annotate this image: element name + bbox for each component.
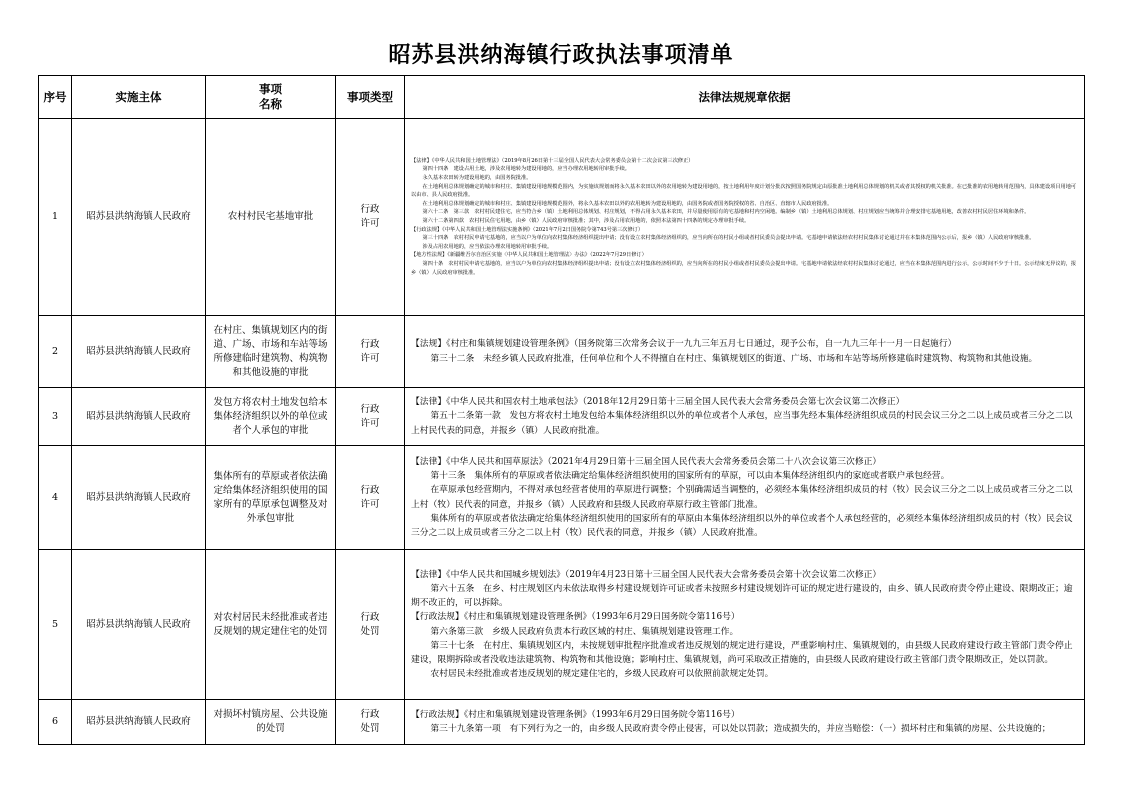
row-subject: 昭苏县洪纳海镇人民政府 (72, 119, 206, 316)
row-seq: 2 (39, 316, 72, 388)
header-seq: 序号 (39, 76, 72, 119)
row-legal-basis (405, 388, 1085, 446)
row-subject: 昭苏县洪纳海镇人民政府 (72, 550, 206, 700)
row-item-type: 行政 处罚 (336, 550, 405, 700)
row-legal-basis (405, 700, 1085, 745)
row-item-name: 在村庄、集镇规划区内的街道、广场、市场和车站等场所修建临时建筑物、构筑物和其他设施的审批 (206, 316, 336, 388)
legal-basis-paragraph: 第六条第三款 乡级人民政府负责本行政区域的村庄、集镇规划建设管理工作。 (430, 626, 739, 637)
legal-basis-heading: 【行政法规】《村庄和集镇规划建设管理条例》（1993年6月29日国务院令第116号） (411, 709, 740, 720)
legal-basis-heading: 【法规】《村庄和集镇规划建设管理条例》（国务院第三次常务会议于一九九三年五月七日通过，现予公布，自一九九三年十一月一日起施行） (411, 339, 957, 350)
row-item-name: 发包方将农村土地发包给本集体经济组织以外的单位或者个人承包的审批 (206, 388, 336, 446)
legal-basis-paragraph: 第四十条 农村村民申请宅基地的，应当以户为单位向农村集体经济组织提出申请；没有设立农村集体经济组织的，应当向所在的村民小组或者村民委员会提出申请。宅基地申请依法经农村村民集体讨论通过，应当在本集体范围内进行公示，公示时间不少于十日。公示结束无异议的，报乡（镇）人民政府审核批准。 (411, 260, 1077, 276)
legal-basis-paragraph: 涉及占用农用地的，应当依法办理农用地转用审批手续。 (422, 243, 553, 250)
legal-basis-paragraph: 第三十七条 在村庄、集镇规划区内，未按规划审批程序批准或者违反规划的规定进行建设，严重影响村庄、集镇规划的，由县级人民政府建设行政主管部门责令停止建设，限期拆除或者没收违法建筑物、构筑物和其他设施；影响村庄、集镇规划，尚可采取改正措施的，由县级人民政府建设行政主管部门责令限期改正，处以罚款。 (411, 640, 1073, 665)
page-title: 昭苏县洪纳海镇行政执法事项清单 (388, 42, 734, 68)
table-row (39, 119, 1085, 316)
row-subject: 昭苏县洪纳海镇人民政府 (72, 388, 206, 446)
legal-basis-heading: 【法律】《中华人民共和国草原法》（2021年4月29日第十三届全国人民代表大会常务委员会第二十八次会议第三次修正） (411, 457, 882, 468)
row-item-name: 对损坏村镇房屋、公共设施的处罚 (206, 700, 336, 745)
legal-basis-heading: 【行政法规】《中华人民共和国土地管理法实施条例》（2021年7月2日国务院令第743号第三次修订） (411, 226, 644, 233)
table-row (39, 700, 1085, 745)
row-seq: 1 (39, 119, 72, 316)
row-item-type: 行政 许可 (336, 388, 405, 446)
legal-basis-paragraph: 农村居民未经批准或者违反规划的规定建住宅的，乡级人民政府可以依照前款规定处罚。 (430, 668, 774, 679)
table-row (39, 316, 1085, 388)
enforcement-items-table (38, 75, 1085, 745)
table-row (39, 446, 1085, 550)
row-seq: 5 (39, 550, 72, 700)
row-legal-basis (405, 550, 1085, 700)
legal-basis-paragraph: 第十三条 集体所有的草原或者依法确定给集体经济组织使用的国家所有的草原，可以由本集体经济组织内的家庭或者联户承包经营。 (430, 471, 950, 482)
row-item-name: 集体所有的草原或者依法确定给集体经济组织使用的国家所有的草原承包调整及对外承包审批 (206, 446, 336, 550)
row-seq: 3 (39, 388, 72, 446)
legal-basis-paragraph: 第四十四条 建设占用土地，涉及农用地转为建设用地的，应当办理农用地转用审批手续。 (422, 166, 630, 173)
row-legal-basis (405, 119, 1085, 316)
legal-basis-paragraph: 集体所有的草原或者依法确定给集体经济组织使用的国家所有的草原由本集体经济组织以外的单位或者个人承包经营的，必须经本集体经济组织成员的村（牧）民会议三分之二以上成员或者三分之二以上村（牧）民代表的同意，并报乡（镇）人民政府批准。 (411, 513, 1073, 538)
legal-basis-paragraph: 第五十二条第一款 发包方将农村土地发包给本集体经济组织以外的单位或者个人承包，应当事先经本集体经济组织成员的村民会议三分之二以上成员或者三分之二以上村民代表的同意，并报乡（镇）人民政府批准。 (411, 411, 1073, 436)
row-item-name: 农村村民宅基地审批 (206, 119, 336, 316)
header-item-name-text: 事项 名称 (259, 82, 282, 111)
legal-basis-heading: 【法律】《中华人民共和国农村土地承包法》（2018年12月29日第十三届全国人民代表大会常务委员会第七次会议第二次修正） (411, 397, 905, 408)
legal-basis-paragraph: 第六十二条 第三款 农村村民建住宅，应当符合乡（镇）土地利用总体规划、村庄规划，不得占用永久基本农田，并尽量使用原有的宅基地和村内空闲地。编制乡（镇）土地利用总体规划、村庄规划应当统筹并合理安排宅基地用地，改善农村村民居住环境和条件。 (422, 209, 1030, 216)
legal-basis-paragraph: 第三十九条第一项 有下列行为之一的，由乡级人民政府责令停止侵害，可以处以罚款；造成损失的，并应当赔偿：（一）损坏村庄和集镇的房屋、公共设施的； (430, 724, 1051, 734)
row-legal-basis (405, 446, 1085, 550)
legal-basis-paragraph: 第三十二条 未经乡镇人民政府批准，任何单位和个人不得擅自在村庄、集镇规划区的街道、广场、市场和车站等场所修建临时建筑物、构筑物和其他设施。 (430, 353, 1038, 364)
legal-basis-heading: 【地方性法规】《新疆维吾尔自治区实施〈中华人民共和国土地管理法〉办法》（2022年7月29日修订） (411, 252, 647, 259)
header-item-type: 事项类型 (336, 76, 405, 119)
legal-basis-paragraph: 第三十四条 农村村民申请宅基地的，应当以户为单位向农村集体经济组织提出申请；没有设立农村集体经济组织的，应当向所在的村民小组或者村民委员会提出申请。宅基地申请依法经农村村民集体讨论通过并在本集体范围内公示后，报乡（镇）人民政府审核批准。 (422, 235, 1035, 242)
row-item-type: 行政 处罚 (336, 700, 405, 745)
legal-basis-paragraph: 在土地利用总体规划确定的城市和村庄、集镇建设用地规模范围内，为实施该规划而将永久基本农田以外的农用地转为建设用地的，按土地利用年度计划分批次按照国务院规定由原批准土地利用总体规划的机关或者其授权的机关批准。在已批准的农用地转用范围内，具体建设项目用地可以由市、县人民政府批准。 (411, 183, 1077, 199)
table-row (39, 388, 1085, 446)
header-basis: 法律法规规章依据 (405, 76, 1085, 119)
row-item-type: 行政 许可 (336, 316, 405, 388)
row-subject: 昭苏县洪纳海镇人民政府 (72, 446, 206, 550)
legal-basis-paragraph: 第六十二条第四款 农村村民住宅用地，由乡（镇）人民政府审核批准；其中，涉及占用农用地的，依照本法第四十四条的规定办理审批手续。 (422, 218, 750, 224)
header-subject: 实施主体 (72, 76, 206, 119)
header-item-name (206, 76, 336, 119)
row-legal-basis (405, 316, 1085, 388)
row-item-name: 对农村居民未经批准或者违反规划的规定建住宅的处罚 (206, 550, 336, 700)
table-row (39, 550, 1085, 700)
row-subject: 昭苏县洪纳海镇人民政府 (72, 700, 206, 745)
legal-basis-heading: 【法律】《中华人民共和国土地管理法》（2019年8月26日第十三届全国人民代表大会常务委员会第十二次会议第三次修正） (411, 157, 694, 164)
legal-basis-paragraph: 第六十五条 在乡、村庄规划区内未依法取得乡村建设规划许可证或者未按照乡村建设规划许可证的规定进行建设的，由乡、镇人民政府责令停止建设、限期改正；逾期不改正的，可以拆除。 (411, 584, 1073, 609)
row-seq: 6 (39, 700, 72, 745)
legal-basis-heading: 【行政法规】《村庄和集镇规划建设管理条例》（1993年6月29日国务院令第116号） (411, 612, 740, 623)
legal-basis-paragraph: 在草原承包经营期内，不得对承包经营者使用的草原进行调整；个别确需适当调整的，必须经本集体经济组织成员的村（牧）民会议三分之二以上成员或者三分之二以上村（牧）民代表的同意，并报乡（镇）人民政府和县级人民政府草原行政主管部门批准。 (411, 485, 1073, 510)
legal-basis-paragraph: 在土地利用总体规划确定的城市和村庄、集镇建设用地规模范围外，将永久基本农田以外的农用地转为建设用地的，由国务院或者国务院授权的省、自治区、直辖市人民政府批准。 (422, 200, 833, 207)
row-seq: 4 (39, 446, 72, 550)
legal-basis-heading: 【法律】《中华人民共和国城乡规划法》（2019年4月23日第十三届全国人民代表大会常务委员会第十次会议第二次修正） (411, 570, 882, 581)
row-item-type: 行政 许可 (336, 119, 405, 316)
header-row (39, 76, 1085, 119)
row-item-type: 行政 许可 (336, 446, 405, 550)
legal-basis-paragraph: 永久基本农田转为建设用地的，由国务院批准。 (422, 175, 532, 182)
row-subject: 昭苏县洪纳海镇人民政府 (72, 316, 206, 388)
